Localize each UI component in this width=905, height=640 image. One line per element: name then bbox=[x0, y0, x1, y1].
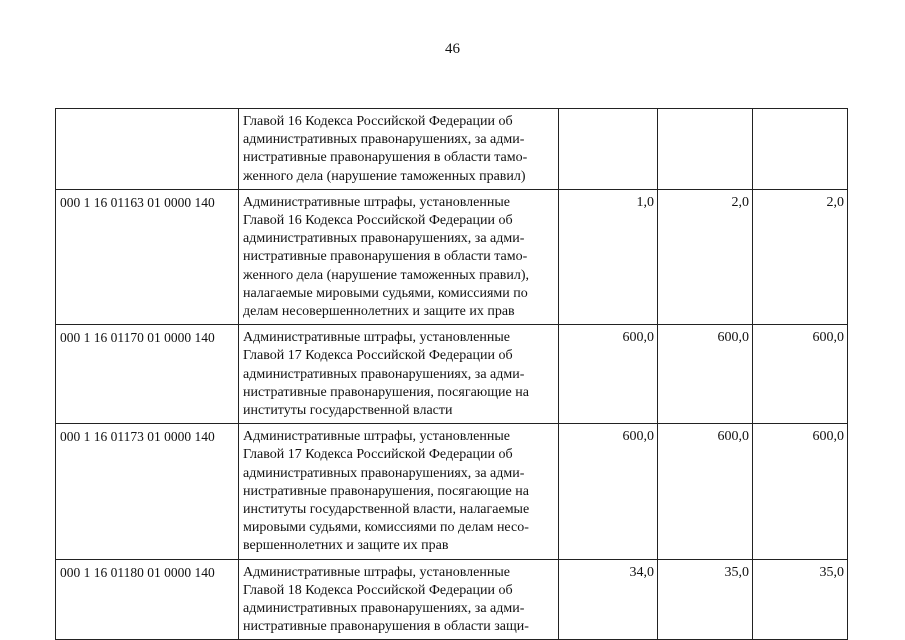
description-line: институты государственной власти, налагаемые bbox=[243, 502, 530, 518]
amount-year-1-cell: 34,0 bbox=[559, 559, 658, 640]
amount-year-3-cell bbox=[753, 109, 848, 190]
amount-year-2-cell: 600,0 bbox=[658, 424, 753, 559]
description-line: нистративные правонарушения в области защи- bbox=[243, 619, 529, 635]
amount-year-1-cell: 600,0 bbox=[559, 424, 658, 559]
description-line: налагаемые мировыми судьями, комиссиями по bbox=[243, 285, 528, 301]
table-row bbox=[56, 189, 848, 324]
amount-year-3-cell: 2,0 bbox=[753, 189, 848, 324]
table-row bbox=[56, 325, 848, 424]
page-number: 46 bbox=[445, 41, 460, 57]
description-line: мировыми судьями, комиссиями по делам несо- bbox=[243, 520, 529, 536]
description-line: административных правонарушениях, за адми- bbox=[243, 465, 525, 481]
description-cell bbox=[239, 325, 559, 424]
amount-year-3-cell: 35,0 bbox=[753, 559, 848, 640]
description-line: институты государственной власти bbox=[243, 403, 453, 419]
description-line: нистративные правонарушения, посягающие на bbox=[243, 483, 529, 499]
amount-year-1-cell bbox=[559, 109, 658, 190]
budget-code-cell: 000 1 16 01180 01 0000 140 bbox=[56, 559, 239, 640]
table-row bbox=[56, 559, 848, 640]
description-cell bbox=[239, 424, 559, 559]
description-line: Главой 18 Кодекса Российской Федерации об bbox=[243, 582, 513, 598]
description-line: женного дела (нарушение таможенных правил) bbox=[243, 168, 526, 184]
description-line: административных правонарушениях, за адми- bbox=[243, 366, 525, 382]
description-line: административных правонарушениях, за адми- bbox=[243, 601, 525, 617]
budget-code-cell: 000 1 16 01170 01 0000 140 bbox=[56, 325, 239, 424]
amount-year-1-cell: 600,0 bbox=[559, 325, 658, 424]
description-line: Главой 17 Кодекса Российской Федерации об bbox=[243, 447, 513, 463]
description-line: нистративные правонарушения в области тамо- bbox=[243, 249, 528, 265]
budget-code-cell: 000 1 16 01173 01 0000 140 bbox=[56, 424, 239, 559]
description-line: Административные штрафы, установленные bbox=[243, 429, 510, 445]
description-line: Главой 17 Кодекса Российской Федерации об bbox=[243, 348, 513, 364]
amount-year-2-cell: 2,0 bbox=[658, 189, 753, 324]
amount-year-2-cell: 600,0 bbox=[658, 325, 753, 424]
description-line: женного дела (нарушение таможенных правил), bbox=[243, 267, 530, 283]
description-line: Главой 16 Кодекса Российской Федерации об bbox=[243, 114, 513, 129]
budget-table bbox=[55, 108, 848, 640]
description-cell bbox=[239, 189, 559, 324]
description-line: Главой 16 Кодекса Российской Федерации об bbox=[243, 213, 513, 229]
table-row bbox=[56, 424, 848, 559]
amount-year-3-cell: 600,0 bbox=[753, 325, 848, 424]
description-line: вершеннолетних и защите их прав bbox=[243, 538, 449, 554]
budget-code-cell: 000 1 16 01163 01 0000 140 bbox=[56, 189, 239, 324]
amount-year-2-cell: 35,0 bbox=[658, 559, 753, 640]
description-line: нистративные правонарушения в области тамо- bbox=[243, 150, 528, 166]
description-cell bbox=[239, 109, 559, 190]
description-line: делам несовершеннолетних и защите их прав bbox=[243, 304, 515, 320]
table-row bbox=[56, 109, 848, 190]
amount-year-1-cell: 1,0 bbox=[559, 189, 658, 324]
description-line: Административные штрафы, установленные bbox=[243, 194, 510, 210]
description-line: административных правонарушениях, за адми- bbox=[243, 132, 525, 148]
amount-year-2-cell bbox=[658, 109, 753, 190]
amount-year-3-cell: 600,0 bbox=[753, 424, 848, 559]
budget-table-body bbox=[56, 109, 848, 640]
description-line: нистративные правонарушения, посягающие на bbox=[243, 384, 529, 400]
description-line: Административные штрафы, установленные bbox=[243, 330, 510, 346]
description-cell bbox=[239, 559, 559, 640]
description-line: административных правонарушениях, за адми- bbox=[243, 231, 525, 247]
budget-code-cell bbox=[56, 109, 239, 190]
description-line: Административные штрафы, установленные bbox=[243, 564, 510, 580]
